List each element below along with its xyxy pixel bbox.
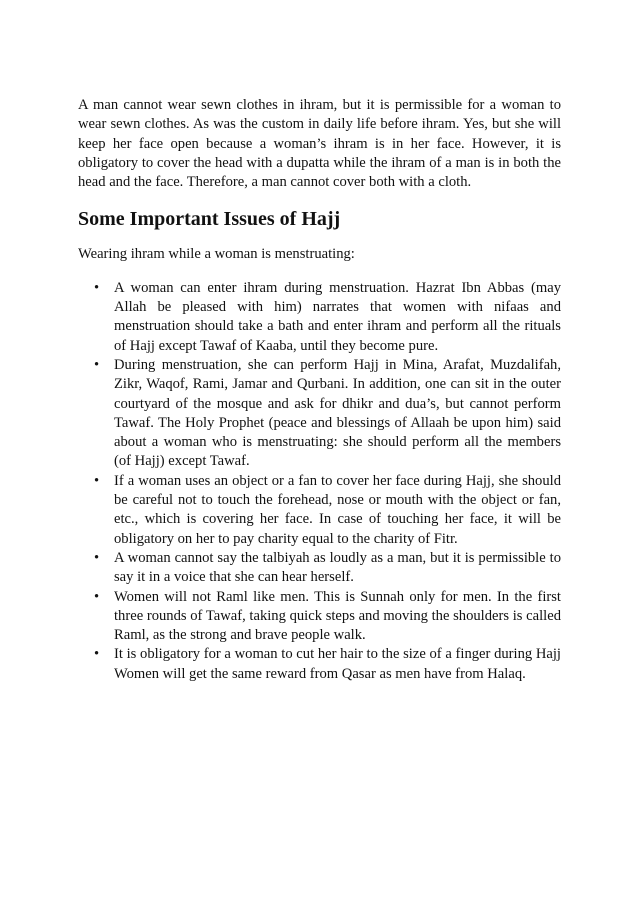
issues-bullet-list — [78, 279, 561, 684]
list-item-text: Women will not Raml like men. This is Sunnah only for men. In the first three rounds of Tawaf, taking quick steps and moving the shoulders is called Raml, as the strong and brave people walk. — [114, 588, 561, 644]
bullet-icon: • — [94, 588, 100, 605]
section-heading: Some Important Issues of Hajj — [78, 208, 341, 231]
intro-paragraph: A man cannot wear sewn clothes in ihram, but it is permissible for a woman to wear sewn clothes. As was the custom in daily life before ihram. Yes, but she will keep her face open because a woman’s ihram is in her face. However, it is obligatory to cover the head with a dupatta while the ihram of a man is in both the head and the face. Therefore, a man cannot cover both with a cloth. — [78, 97, 561, 191]
list-item-text: During menstruation, she can perform Hajj in Mina, Arafat, Muzdalifah, Zikr, Waqof, Rami, Jamar and Qurbani. In addition, one can sit in the outer courtyard of the mosque and ask for dhikr and dua’s, but cannot perform Tawaf. The Holy Prophet (peace and blessings of Allaah be upon him) said about a woman who is menstruating: she should perform all the members (of Hajj) except Tawaf. — [114, 356, 561, 470]
bullet-icon: • — [94, 646, 100, 663]
list-item-text: It is obligatory for a woman to cut her hair to the size of a finger during Hajj Women will get the same reward from Qasar as men have from Halaq. — [114, 646, 561, 682]
list-item — [78, 645, 561, 684]
list-item — [78, 588, 561, 646]
bullet-icon: • — [94, 279, 100, 296]
subheading: Wearing ihram while a woman is menstruating: — [78, 246, 355, 263]
list-item-text: If a woman uses an object or a fan to cover her face during Hajj, she should be careful not to touch the forehead, nose or mouth with the object or fan, etc., which is covering her face. In case of touching her face, it will be obligatory on her to pay charity equal to the charity of Fitr. — [114, 472, 561, 547]
bullet-icon: • — [94, 472, 100, 489]
list-item-text: A woman can enter ihram during menstruation. Hazrat Ibn Abbas (may Allah be pleased with him) narrates that women with nifaas and menstruation should take a bath and enter ihram and perform all the rituals of Hajj except Tawaf of Kaaba, until they become pure. — [114, 279, 561, 354]
list-item — [78, 279, 561, 356]
list-item — [78, 356, 561, 472]
list-item — [78, 472, 561, 549]
bullet-icon: • — [94, 549, 100, 566]
list-item — [78, 549, 561, 588]
bullet-icon: • — [94, 356, 100, 373]
list-item-text: A woman cannot say the talbiyah as loudly as a man, but it is permissible to say it in a voice that she can hear herself. — [114, 549, 561, 586]
document-page — [78, 96, 561, 684]
